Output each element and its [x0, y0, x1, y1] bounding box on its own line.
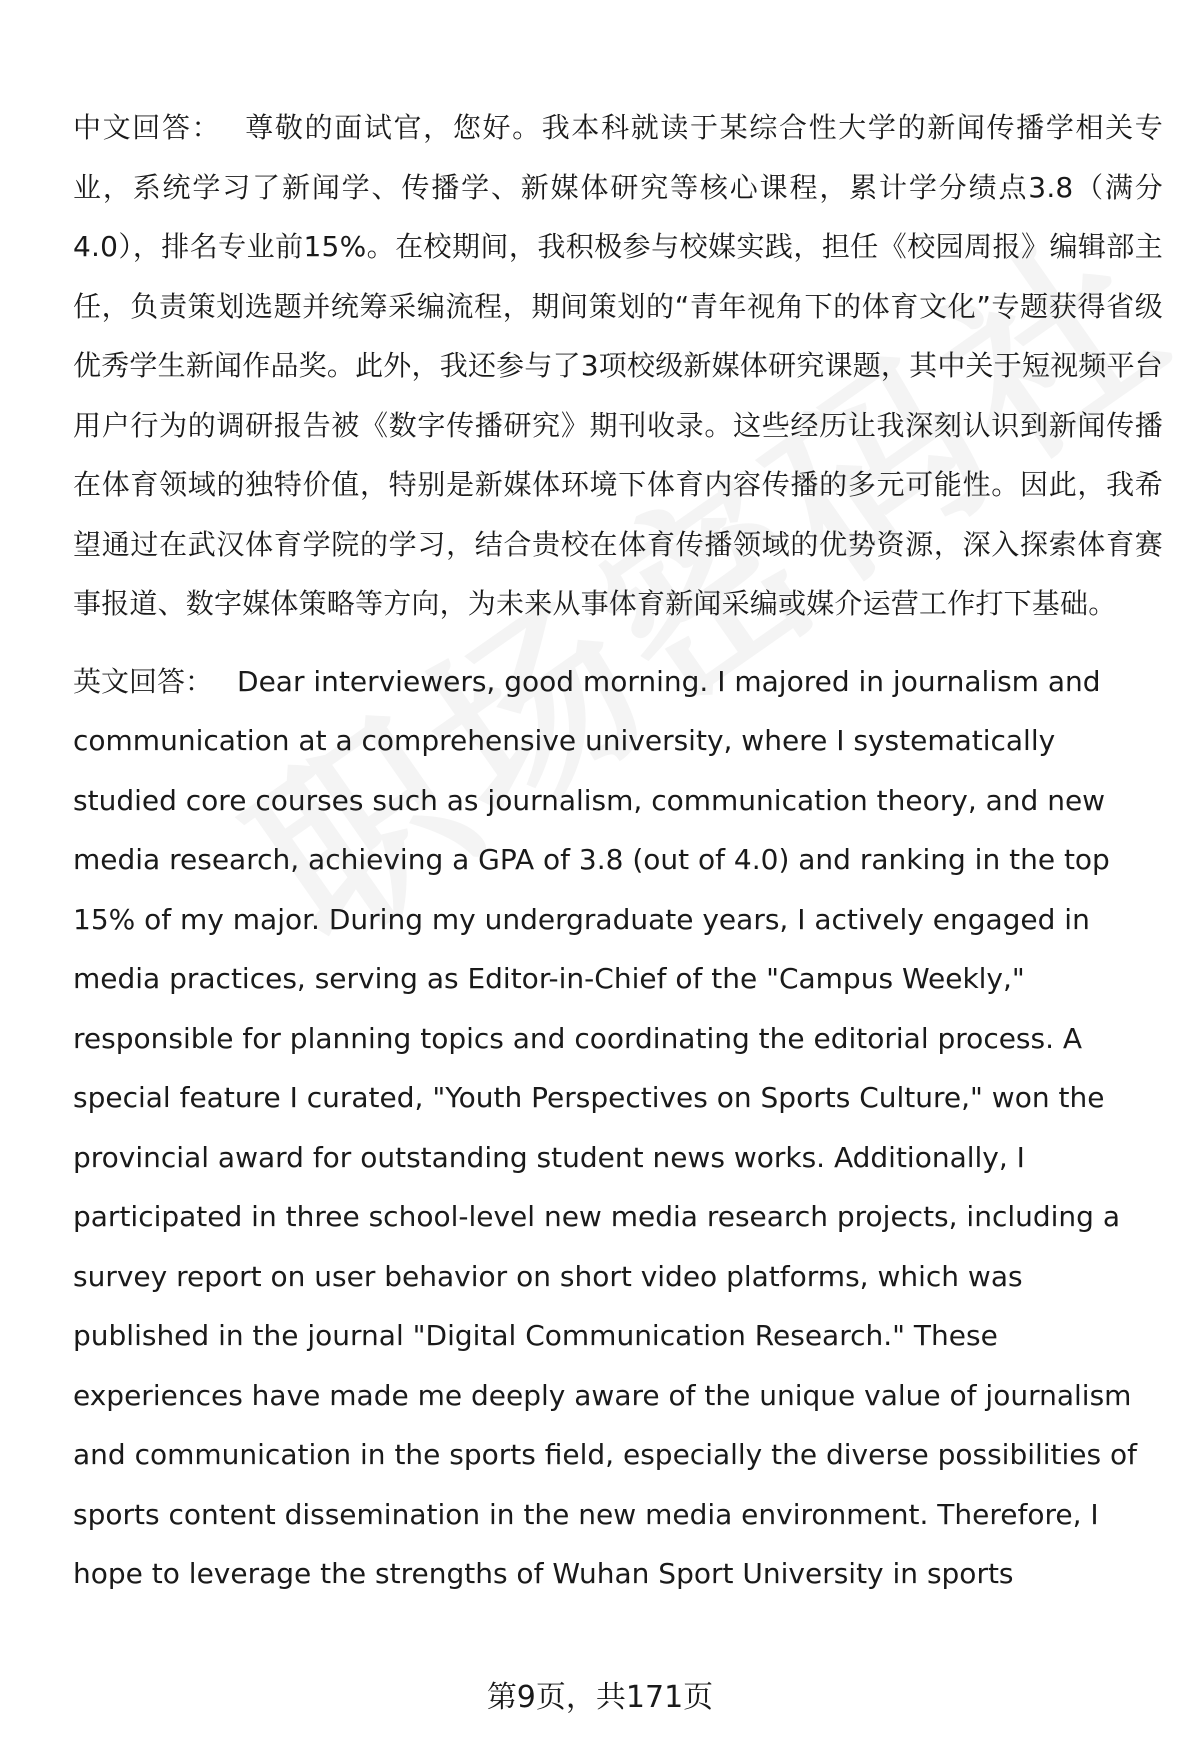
english-answer-text: Dear interviewers, good morning. I majored in journalism and communication at a comprehensive university, where I systematically studied core courses such as journalism, communication theory, and new media research, achieving a GPA of 3.8 (out of 4.0) and ranking in the top 15% of my major. During my undergraduate years, I actively engaged in media practices, serving as Editor-in-Chief of the "Campus Weekly," responsible for planning topics and coordinating the editorial process. A special feature I curated, "Youth Perspectives on Sports Culture," won the provincial award for outstanding student news works. Additionally, I participated in three school-level new media research projects, including a survey report on user behavior on short video platforms, which was published in the journal "Digital Communication Research." These experiences have made me deeply aware of the unique value of journalism and communication in the sports field, especially the diverse possibilities of sports content dissemination in the new media environment. Therefore, I hope to leverage the strengths of Wuhan Sport University in sports	[73, 664, 1138, 1590]
english-answer-paragraph	[73, 652, 1163, 1604]
page-number-footer: 第9页，共171页	[486, 1680, 714, 1715]
english-answer-label: 英文回答：	[73, 664, 214, 698]
document-body	[73, 98, 1163, 1604]
chinese-answer-text: 尊敬的面试官，您好。我本科就读于某综合性大学的新闻传播学相关专业，系统学习了新闻学、传播学、新媒体研究等核心课程，累计学分绩点3.8（满分4.0），排名专业前15%。在校期间，我积极参与校媒实践，担任《校园周报》编辑部主任，负责策划选题并统筹采编流程，期间策划的“青年视角下的体育文化”专题获得省级优秀学生新闻作品奖。此外，我还参与了3项校级新媒体研究课题，其中关于短视频平台用户行为的调研报告被《数字传播研究》期刊收录。这些经历让我深刻认识到新闻传播在体育领域的独特价值，特别是新媒体环境下体育内容传播的多元可能性。因此，我希望通过在武汉体育学院的学习，结合贵校在体育传播领域的优势资源，深入探索体育赛事报道、数字媒体策略等方向，为未来从事体育新闻采编或媒介运营工作打下基础。	[73, 111, 1163, 620]
chinese-answer-paragraph	[73, 98, 1163, 634]
chinese-answer-label: 中文回答：	[73, 111, 222, 144]
